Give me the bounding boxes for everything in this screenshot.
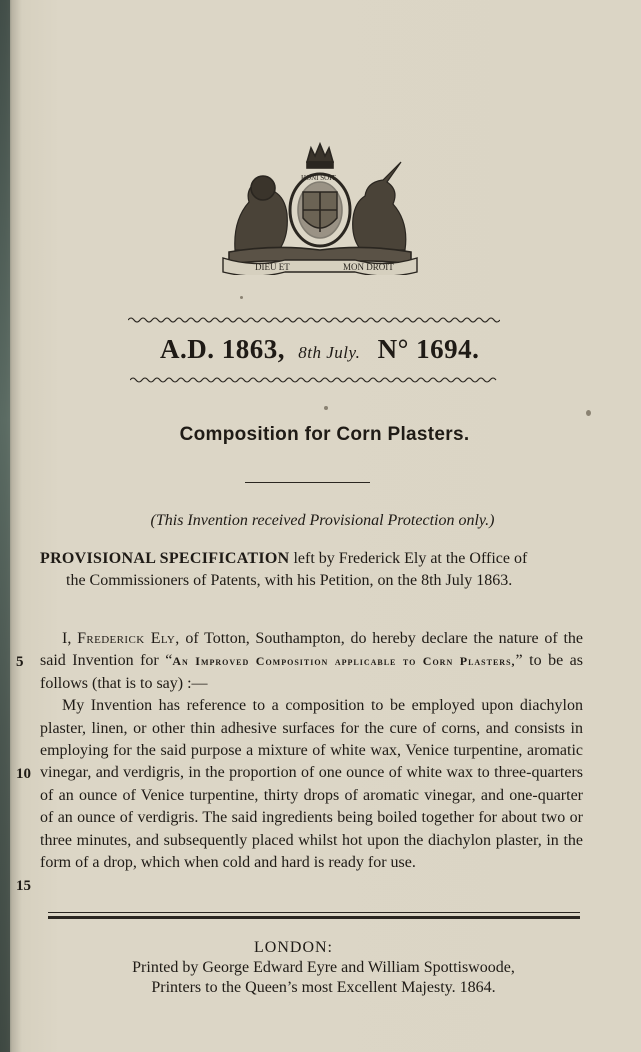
title-divider — [245, 482, 370, 483]
paragraph-1 — [40, 628, 583, 695]
line-number-5: 5 — [16, 654, 24, 670]
paper-speck — [586, 410, 591, 416]
line-number-15: 15 — [16, 878, 31, 894]
patent-number: N° 1694. — [377, 334, 480, 364]
invention-title: An Improved Composition applicable to Corn Plasters, — [172, 654, 516, 669]
specification-cont: the Commissioners of Patents, with his Petition, on the 8th July 1863. — [66, 572, 513, 589]
patent-header — [160, 334, 490, 365]
p1-start: I, — [62, 630, 72, 647]
printer-imprint — [0, 938, 641, 998]
paper-speck — [324, 406, 328, 410]
paper-speck — [240, 296, 243, 299]
p1-mid: of Totton, Southampton, do hereby declare the nature of the said Invention for “ — [40, 630, 584, 670]
line-number-10: 10 — [16, 766, 31, 782]
imprint-city: LONDON: — [254, 939, 333, 956]
date: 8th July. — [298, 343, 361, 362]
specification-body — [40, 628, 583, 874]
wavy-rule-bottom — [130, 376, 502, 384]
specification-block — [40, 548, 583, 592]
imprint-printers-to: Printers to the Queen’s most Excellent Majesty. 1864. — [151, 979, 496, 996]
footer-rule — [48, 912, 580, 919]
garter-text: HONI SOIT — [301, 174, 336, 182]
protection-note: (This Invention received Provisional Protection only.) — [150, 512, 495, 529]
inventor-name: Frederick Ely, — [77, 630, 180, 647]
document-title: Composition for Corn Plasters. — [179, 424, 470, 445]
specification-text: left by Frederick Ely at the Office of — [293, 550, 528, 567]
motto-left: DIEU ET — [255, 262, 290, 272]
wavy-rule-top — [128, 316, 500, 324]
year: A.D. 1863, — [160, 334, 285, 364]
royal-crest-icon — [215, 140, 425, 275]
motto-right: MON DROIT — [343, 262, 394, 272]
imprint-printed-by: Printed by George Edward Eyre and William Spottiswoode, — [132, 959, 515, 976]
paragraph-2: My Invention has reference to a composition to be employed upon diachylon plaster, linen, or other thin adhesive surfaces for the cure of corns, and consists in employing for the said purpose a mixture of white wax, Venice turpentine, aromatic vinegar, and verdigris, in the proportion of one ounce of white wax to three-quarters of an ounce of Venice turpentine, thirty drops of aromatic vinegar, and one-quarter of an ounce of verdigris. The said ingredients being boiled together for about two or three minutes, and subsequently placed whilst hot upon the diachylon plaster, in the form of a drop, which when cold and hard is ready for use. — [40, 697, 583, 872]
specification-lead: PROVISIONAL SPECIFICATION — [40, 550, 290, 567]
p1-end: ” to be as follows (that is to say) :— — [40, 652, 583, 692]
